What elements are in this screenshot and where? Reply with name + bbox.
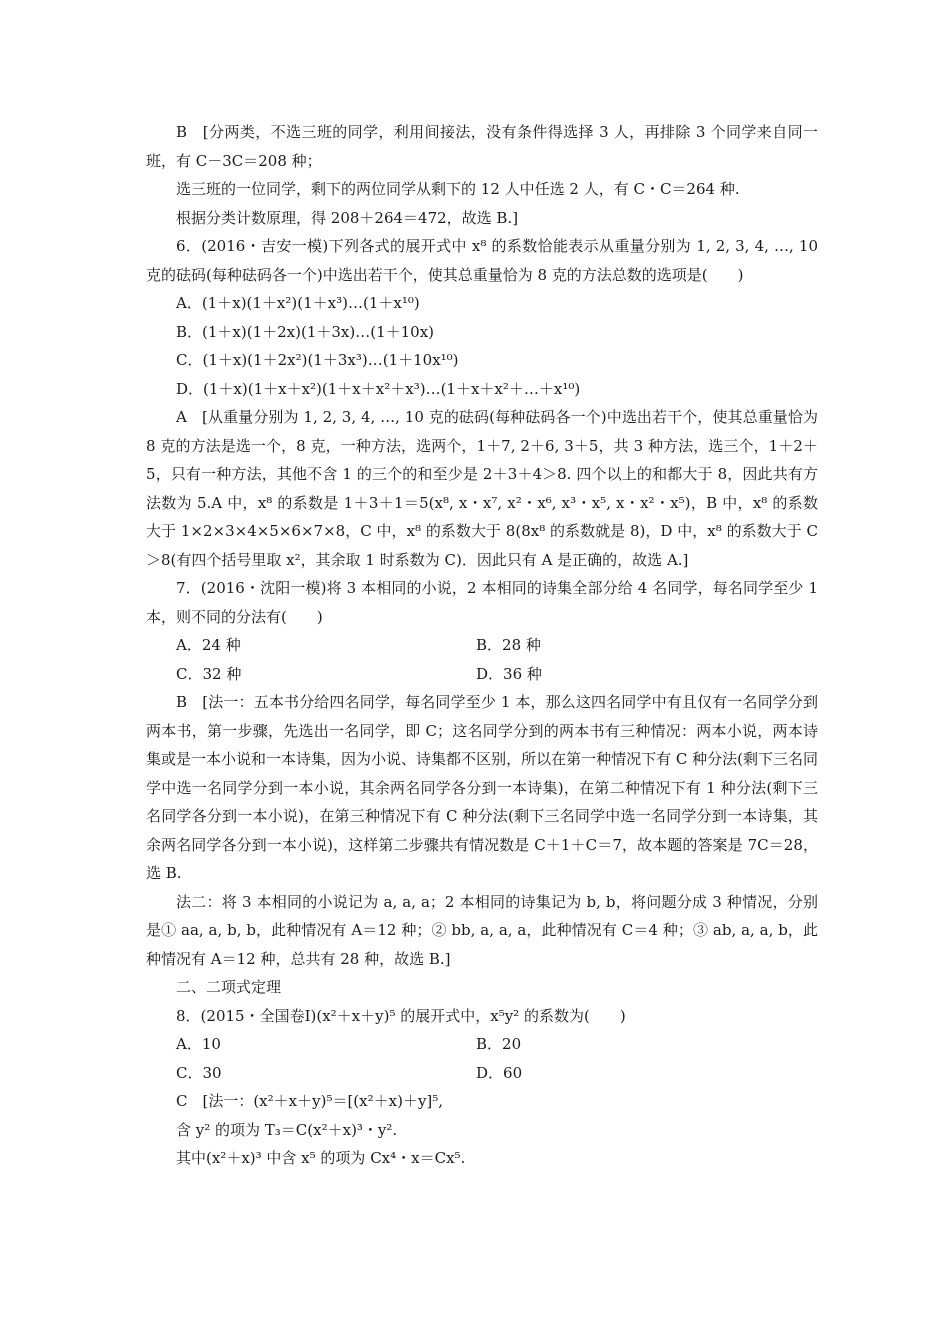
q7-option-a: A．24 种 — [176, 636, 241, 654]
q7-option-d: D．36 种 — [476, 664, 542, 683]
q8-answer-line-3: 其中(x²＋x)³ 中含 x⁵ 的项为 Cx⁴・x＝Cx⁵. — [176, 1149, 466, 1167]
q7-answer-method-1: B [法一：五本书分给四名同学，每名同学至少 1 本，那么这四名同学中有且仅有一名同学分到两本书，第一步骤，先选出一名同学，即 C；这名同学分到的两本书有三种情况：两本小说，两本诗集或是一本小说和一本诗集，因为小说、诗集都不区别，所以在第一种情况下有 C 种分法(剩下三名同学中选一名同学分到一本小说，其余两名同学各分到一本诗集)，在第二种情况下有 1 种分法(剩下三名同学各分到一本小说)，在第三种情况下有 C 种分法(剩下三名同学中选一名同学分到一本诗集，其余两名同学各分到一本小说)，这样第二步骤共有情况数是 C＋1＋C＝7，故本题的答案是 7C＝28，选 B. — [146, 693, 818, 882]
document-page — [146, 118, 818, 1173]
q8-option-b: B．20 — [476, 1035, 522, 1053]
q8-options-row-2 — [146, 1059, 818, 1088]
q6-option-b: B．(1＋x)(1＋2x)(1＋3x)…(1＋10x) — [176, 322, 435, 341]
q8-option-a: A．10 — [176, 1035, 221, 1053]
q8-answer-line-1: C [法一：(x²＋x＋y)⁵＝[(x²＋x)＋y]⁵, — [176, 1092, 444, 1110]
q8-options-row-1 — [146, 1030, 818, 1059]
q6-stem: 6．(2016・吉安一模)下列各式的展开式中 x⁸ 的系数恰能表示从重量分别为 1, 2, 3, 4, …, 10 克的砝码(每种砝码各一个)中选出若干个，使其总重量恰为 8 克的方法总数的选项是( ) — [146, 237, 818, 284]
q7-stem: 7．(2016・沈阳一模)将 3 本相同的小说，2 本相同的诗集全部分给 4 名同学，每名同学至少 1 本，则不同的分法有( ) — [146, 579, 818, 626]
q6-option-d: D．(1＋x)(1＋x＋x²)(1＋x＋x²＋x³)…(1＋x＋x²＋…＋x¹⁰) — [176, 379, 581, 398]
q7-options-row-2 — [146, 660, 818, 689]
q5-answer-line-3: 根据分类计数原理，得 208＋264＝472，故选 B.] — [176, 208, 519, 227]
q8-stem: 8．(2015・全国卷Ⅰ)(x²＋x＋y)⁵ 的展开式中，x⁵y² 的系数为( ) — [176, 1006, 626, 1025]
section-heading: 二、二项式定理 — [176, 978, 282, 996]
q7-options-row-1 — [146, 631, 818, 660]
q6-option-a: A．(1＋x)(1＋x²)(1＋x³)…(1＋x¹⁰) — [176, 294, 420, 312]
q7-option-b: B．28 种 — [476, 636, 541, 654]
q8-option-d: D．60 — [476, 1063, 523, 1082]
q7-answer-method-2: 法二：将 3 本相同的小说记为 a, a, a；2 本相同的诗集记为 b, b，将问题分成 3 种情况，分别是① aa, a, b, b，此种情况有 A＝12 种；② bb, a, a, a，此种情况有 C＝4 种；③ ab, a, a, b，此种情况有 A＝12 种，总共有 28 种，故选 B.] — [146, 892, 818, 968]
q8-answer-line-2: 含 y² 的项为 T₃＝C(x²＋x)³・y². — [176, 1120, 398, 1139]
q5-answer-line-1: B [分两类，不选三班的同学，利用间接法，没有条件得选择 3 人，再排除 3 个同学来自同一班，有 C－3C＝208 种； — [146, 123, 818, 170]
q7-option-c: C．32 种 — [176, 664, 242, 683]
q6-option-c: C．(1＋x)(1＋2x²)(1＋3x³)…(1＋10x¹⁰) — [176, 351, 459, 369]
q8-option-c: C．30 — [176, 1063, 222, 1082]
q6-answer: A [从重量分别为 1, 2, 3, 4, …, 10 克的砝码(每种砝码各一个)中选出若干个，使其总重量恰为 8 克的方法是选一个，8 克，一种方法，选两个，1＋7, 2＋6, 3＋5，共 3 种方法，选三个，1＋2＋5，只有一种方法，其他不含 1 的三个的和至少是 2＋3＋4＞8. 四个以上的和都大于 8，因此共有方法数为 5.A 中，x⁸ 的系数是 1＋3＋1＝5(x⁸, x・x⁷, x²・x⁶, x³・x⁵, x・x²・x⁵)，B 中，x⁸ 的系数大于 1×2×3×4×5×6×7×8，C 中，x⁸ 的系数大于 8(8x⁸ 的系数就是 8)，D 中，x⁸ 的系数大于 C＞8(有四个括号里取 x²，其余取 1 时系数为 C)．因此只有 A 是正确的，故选 A.] — [146, 408, 818, 569]
q5-answer-line-2: 选三班的一位同学，剩下的两位同学从剩下的 12 人中任选 2 人，有 C・C＝264 种. — [176, 180, 740, 198]
